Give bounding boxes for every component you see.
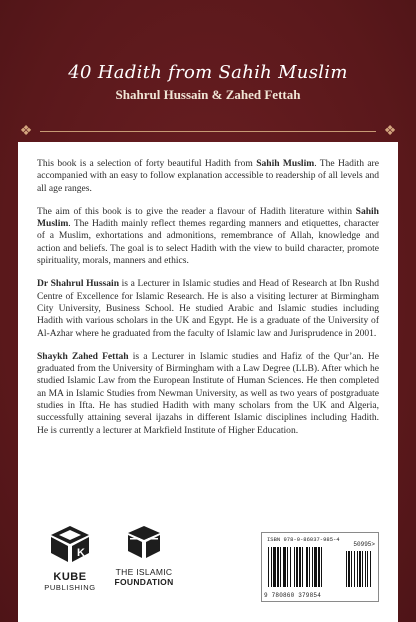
foundation-line-2: FOUNDATION: [114, 577, 174, 587]
kube-cube-icon: [47, 524, 93, 564]
barcode-bar: [280, 547, 281, 587]
blurb-paragraph-2: The aim of this book is to give the reader a flavour of Hadith literature within Sahih Muslim. The Hadith mainly reflect themes regarding manners and etiquettes, character of a Muslim, exhortations and admonitions, remembrance of Allah, knowledge and action and beliefs. The goal is to select Hadith with the view to build character, promote spirituality, morals, manners and ethics.: [37, 205, 379, 267]
divider-line: [40, 131, 376, 132]
blurb-paragraph-1: This book is a selection of forty beautiful Hadith from Sahih Muslim. The Hadith are accompanied with an easy to follow explanation accessible to readership of all levels and all age ranges.: [37, 158, 379, 194]
barcode-bar: [299, 547, 301, 587]
barcode-bar: [290, 547, 291, 587]
barcode-bar: [357, 551, 358, 587]
cover-header: [0, 62, 416, 103]
publisher-strip: [18, 520, 398, 622]
barcode-bar: [271, 547, 272, 587]
barcode-bar: [268, 547, 269, 587]
barcode-bar: [318, 547, 320, 587]
book-authors: Shahrul Hussain & Zahed Fettah: [115, 87, 301, 102]
barcode-bar: [348, 551, 350, 587]
barcode-bar: [346, 551, 347, 587]
kube-sub: PUBLISHING: [44, 583, 96, 592]
barcode-bar: [283, 547, 286, 587]
barcode-bar: [273, 547, 276, 587]
barcode-bar: [354, 551, 355, 587]
foundation-line-1: THE ISLAMIC: [115, 567, 173, 577]
bold-text: Sahih Muslim: [256, 158, 315, 169]
barcode-bar: [359, 551, 361, 587]
barcode-bar: [314, 547, 317, 587]
foundation-emblem-icon: [124, 524, 164, 562]
kube-name: KUBE: [53, 571, 87, 583]
barcode-bar: [287, 547, 288, 587]
islamic-foundation-logo: [108, 524, 180, 587]
book-title: 40 Hadith from Sahih Muslim: [68, 62, 348, 83]
barcode-bar: [351, 551, 352, 587]
author-bio-fettah: Shaykh Zahed Fettah is a Lecturer in Islamic studies and Hafiz of the Qur’an. He graduated from the University of Birmingham with a Law Degree (LLB). After which he studied Islamic Law from the European Institute of Human Sciences. He then completed an MA in Islamic Studies from Newman University, as well as two years of postgraduate studies in Ifta. He has studied Hadith with many scholars from the UK and Algeria, successfully attaining several ijazahs in different Islamic disciplines including Hadith. He is currently a lecturer at Markfield Institute of Higher Education.: [37, 350, 379, 436]
author-bio-hussain: Dr Shahrul Hussain is a Lecturer in Islamic studies and Head of Research at Ibn Rushd Centre of Excellence for Islamic Research. He is also a visiting lecturer at Birmingham City University, Business School. He studied Arabic and Islamic studies including Hadith with various scholars in the UK and Egypt. He is a graduate of the University of Al-Azhar where he graduated from the faculty of Islamic law and Jurisprudence in 2001.: [37, 278, 379, 339]
barcode-bars: [266, 545, 376, 591]
barcode-bar: [309, 547, 310, 587]
isbn-barcode: [261, 532, 379, 602]
author-name: Shaykh Zahed Fettah: [37, 350, 129, 362]
barcode-digits: 9 780860 379854: [264, 592, 322, 599]
barcode-bar: [296, 547, 298, 587]
author-name: Dr Shahrul Hussain: [37, 278, 120, 290]
price-code: 50995>: [353, 541, 375, 548]
svg-text:K: K: [77, 547, 85, 559]
ornament-right-icon: ❖: [383, 124, 397, 139]
isbn-text: ISBN 978-0-86037-985-4: [267, 536, 340, 543]
barcode-bar: [306, 547, 308, 587]
bold-text: Sahih Muslim: [37, 205, 379, 230]
barcode-bar: [370, 551, 371, 587]
barcode-bar: [367, 551, 368, 587]
barcode-bar: [362, 551, 363, 587]
barcode-bar: [294, 547, 295, 587]
ornamental-divider: [18, 124, 398, 140]
barcode-bar: [302, 547, 303, 587]
barcode-bar: [312, 547, 313, 587]
kube-publishing-logo: [40, 524, 100, 592]
barcode-bar: [365, 551, 366, 587]
ornament-left-icon: ❖: [19, 124, 33, 139]
barcode-bar: [321, 547, 322, 587]
barcode-bar: [277, 547, 279, 587]
